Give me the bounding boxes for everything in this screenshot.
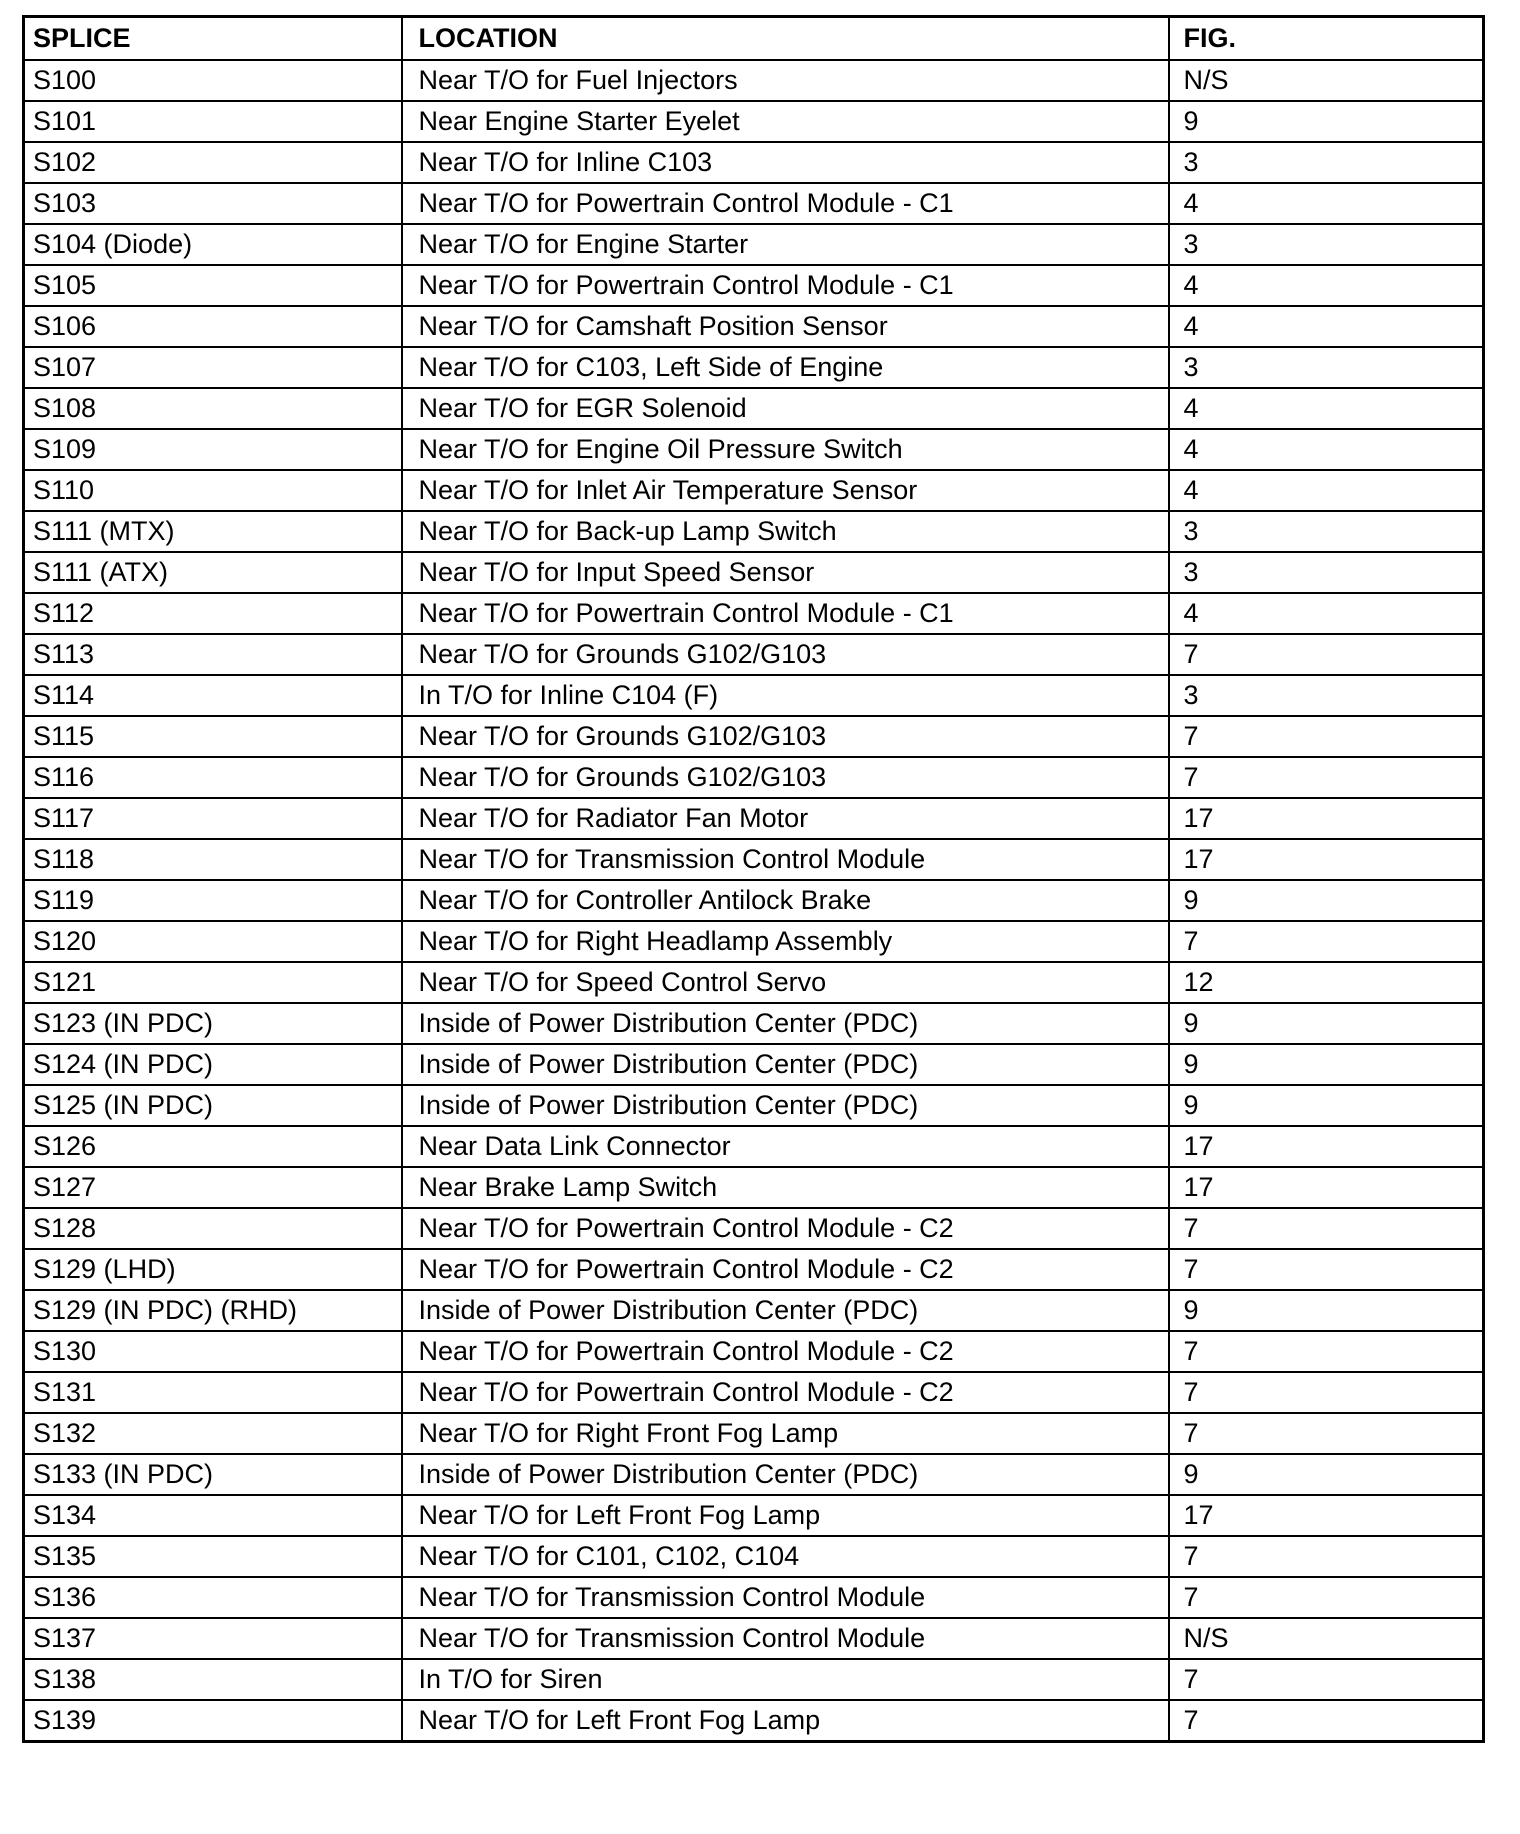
splice-cell: S103 xyxy=(24,183,402,224)
location-cell: Near T/O for Powertrain Control Module - C2 xyxy=(402,1249,1169,1290)
splice-cell: S113 xyxy=(24,634,402,675)
splice-cell: S136 xyxy=(24,1577,402,1618)
header-row xyxy=(24,17,1484,61)
splice-cell: S127 xyxy=(24,1167,402,1208)
fig-cell: 3 xyxy=(1169,224,1484,265)
location-cell: Near T/O for Right Headlamp Assembly xyxy=(402,921,1169,962)
table-row xyxy=(24,60,1484,101)
table-row xyxy=(24,1577,1484,1618)
splice-cell: S124 (IN PDC) xyxy=(24,1044,402,1085)
splice-cell: S115 xyxy=(24,716,402,757)
splice-cell: S107 xyxy=(24,347,402,388)
location-cell: Near T/O for Right Front Fog Lamp xyxy=(402,1413,1169,1454)
location-cell: Near T/O for Transmission Control Module xyxy=(402,839,1169,880)
location-cell: Near T/O for Left Front Fog Lamp xyxy=(402,1700,1169,1742)
location-cell: Near T/O for Input Speed Sensor xyxy=(402,552,1169,593)
splice-cell: S138 xyxy=(24,1659,402,1700)
fig-cell: 17 xyxy=(1169,1126,1484,1167)
table-row xyxy=(24,839,1484,880)
fig-cell: 4 xyxy=(1169,470,1484,511)
table-row xyxy=(24,1290,1484,1331)
location-cell: Near T/O for EGR Solenoid xyxy=(402,388,1169,429)
splice-cell: S133 (IN PDC) xyxy=(24,1454,402,1495)
fig-cell: 4 xyxy=(1169,265,1484,306)
table-row xyxy=(24,1618,1484,1659)
table-header xyxy=(24,17,1484,61)
table-row xyxy=(24,511,1484,552)
table-row xyxy=(24,1372,1484,1413)
table-row xyxy=(24,306,1484,347)
splice-cell: S108 xyxy=(24,388,402,429)
table-row xyxy=(24,470,1484,511)
location-cell: Near Engine Starter Eyelet xyxy=(402,101,1169,142)
fig-cell: 7 xyxy=(1169,1577,1484,1618)
splice-cell: S130 xyxy=(24,1331,402,1372)
splice-cell: S102 xyxy=(24,142,402,183)
table-row xyxy=(24,1167,1484,1208)
splice-cell: S132 xyxy=(24,1413,402,1454)
splice-cell: S109 xyxy=(24,429,402,470)
table-row xyxy=(24,1208,1484,1249)
fig-cell: 3 xyxy=(1169,675,1484,716)
table-row xyxy=(24,757,1484,798)
location-cell: Near T/O for Radiator Fan Motor xyxy=(402,798,1169,839)
table-row xyxy=(24,183,1484,224)
table-row xyxy=(24,962,1484,1003)
fig-cell: 9 xyxy=(1169,1454,1484,1495)
fig-cell: N/S xyxy=(1169,60,1484,101)
fig-cell: 9 xyxy=(1169,1044,1484,1085)
location-cell: Near T/O for Grounds G102/G103 xyxy=(402,634,1169,675)
fig-cell: 17 xyxy=(1169,798,1484,839)
table-row xyxy=(24,1454,1484,1495)
splice-cell: S128 xyxy=(24,1208,402,1249)
location-cell: Inside of Power Distribution Center (PDC) xyxy=(402,1003,1169,1044)
location-cell: Near Brake Lamp Switch xyxy=(402,1167,1169,1208)
location-column-header: LOCATION xyxy=(402,17,1169,61)
splice-cell: S118 xyxy=(24,839,402,880)
location-cell: Near T/O for Powertrain Control Module - C1 xyxy=(402,183,1169,224)
splice-column-header: SPLICE xyxy=(24,17,402,61)
location-cell: Near T/O for Powertrain Control Module - C1 xyxy=(402,265,1169,306)
fig-cell: 12 xyxy=(1169,962,1484,1003)
fig-cell: 9 xyxy=(1169,1003,1484,1044)
location-cell: Near T/O for Powertrain Control Module - C1 xyxy=(402,593,1169,634)
table-row xyxy=(24,1413,1484,1454)
splice-cell: S104 (Diode) xyxy=(24,224,402,265)
fig-cell: 7 xyxy=(1169,757,1484,798)
fig-cell: 7 xyxy=(1169,1331,1484,1372)
splice-cell: S119 xyxy=(24,880,402,921)
splice-cell: S112 xyxy=(24,593,402,634)
location-cell: Near T/O for C103, Left Side of Engine xyxy=(402,347,1169,388)
splice-cell: S120 xyxy=(24,921,402,962)
location-cell: Near T/O for Transmission Control Module xyxy=(402,1618,1169,1659)
splice-cell: S131 xyxy=(24,1372,402,1413)
table-row xyxy=(24,101,1484,142)
table-row xyxy=(24,880,1484,921)
splice-cell: S125 (IN PDC) xyxy=(24,1085,402,1126)
location-cell: Near T/O for Speed Control Servo xyxy=(402,962,1169,1003)
fig-cell: 4 xyxy=(1169,183,1484,224)
fig-cell: 9 xyxy=(1169,880,1484,921)
location-cell: Near T/O for Grounds G102/G103 xyxy=(402,716,1169,757)
location-cell: Near T/O for Grounds G102/G103 xyxy=(402,757,1169,798)
fig-cell: 7 xyxy=(1169,634,1484,675)
location-cell: Near T/O for Inline C103 xyxy=(402,142,1169,183)
fig-cell: 7 xyxy=(1169,1659,1484,1700)
table-row xyxy=(24,921,1484,962)
fig-cell: 17 xyxy=(1169,839,1484,880)
splice-cell: S101 xyxy=(24,101,402,142)
location-cell: Inside of Power Distribution Center (PDC) xyxy=(402,1290,1169,1331)
location-cell: Near T/O for Engine Starter xyxy=(402,224,1169,265)
fig-cell: N/S xyxy=(1169,1618,1484,1659)
location-cell: Near Data Link Connector xyxy=(402,1126,1169,1167)
fig-cell: 7 xyxy=(1169,1536,1484,1577)
splice-cell: S100 xyxy=(24,60,402,101)
splice-cell: S123 (IN PDC) xyxy=(24,1003,402,1044)
fig-cell: 7 xyxy=(1169,1700,1484,1742)
location-cell: Near T/O for Engine Oil Pressure Switch xyxy=(402,429,1169,470)
table-row xyxy=(24,1249,1484,1290)
fig-cell: 4 xyxy=(1169,388,1484,429)
location-cell: Near T/O for Inlet Air Temperature Sensor xyxy=(402,470,1169,511)
splice-cell: S137 xyxy=(24,1618,402,1659)
splice-cell: S117 xyxy=(24,798,402,839)
location-cell: Near T/O for Controller Antilock Brake xyxy=(402,880,1169,921)
splice-cell: S111 (ATX) xyxy=(24,552,402,593)
fig-cell: 4 xyxy=(1169,306,1484,347)
table-row xyxy=(24,1659,1484,1700)
table-row xyxy=(24,675,1484,716)
splice-location-table xyxy=(22,15,1485,1743)
splice-cell: S126 xyxy=(24,1126,402,1167)
table-row xyxy=(24,634,1484,675)
table-row xyxy=(24,1044,1484,1085)
fig-cell: 7 xyxy=(1169,716,1484,757)
table-row xyxy=(24,142,1484,183)
location-cell: Inside of Power Distribution Center (PDC) xyxy=(402,1454,1169,1495)
table-row xyxy=(24,593,1484,634)
fig-column-header: FIG. xyxy=(1169,17,1484,61)
table-row xyxy=(24,388,1484,429)
table-row xyxy=(24,1495,1484,1536)
table-row xyxy=(24,552,1484,593)
fig-cell: 7 xyxy=(1169,1249,1484,1290)
table-row xyxy=(24,1085,1484,1126)
location-cell: Inside of Power Distribution Center (PDC) xyxy=(402,1085,1169,1126)
splice-cell: S121 xyxy=(24,962,402,1003)
location-cell: Near T/O for Transmission Control Module xyxy=(402,1577,1169,1618)
fig-cell: 9 xyxy=(1169,1085,1484,1126)
fig-cell: 3 xyxy=(1169,142,1484,183)
splice-document xyxy=(22,15,1482,1743)
location-cell: In T/O for Siren xyxy=(402,1659,1169,1700)
fig-cell: 9 xyxy=(1169,101,1484,142)
location-cell: Inside of Power Distribution Center (PDC) xyxy=(402,1044,1169,1085)
fig-cell: 4 xyxy=(1169,429,1484,470)
splice-cell: S106 xyxy=(24,306,402,347)
splice-cell: S114 xyxy=(24,675,402,716)
location-cell: Near T/O for Powertrain Control Module - C2 xyxy=(402,1208,1169,1249)
splice-cell: S116 xyxy=(24,757,402,798)
table-row xyxy=(24,347,1484,388)
fig-cell: 9 xyxy=(1169,1290,1484,1331)
location-cell: Near T/O for Camshaft Position Sensor xyxy=(402,306,1169,347)
splice-cell: S110 xyxy=(24,470,402,511)
fig-cell: 3 xyxy=(1169,347,1484,388)
fig-cell: 17 xyxy=(1169,1495,1484,1536)
location-cell: Near T/O for Back-up Lamp Switch xyxy=(402,511,1169,552)
fig-cell: 4 xyxy=(1169,593,1484,634)
splice-cell: S139 xyxy=(24,1700,402,1742)
fig-cell: 3 xyxy=(1169,552,1484,593)
fig-cell: 3 xyxy=(1169,511,1484,552)
splice-cell: S129 (IN PDC) (RHD) xyxy=(24,1290,402,1331)
fig-cell: 7 xyxy=(1169,921,1484,962)
location-cell: Near T/O for Powertrain Control Module - C2 xyxy=(402,1331,1169,1372)
table-row xyxy=(24,1126,1484,1167)
fig-cell: 7 xyxy=(1169,1208,1484,1249)
fig-cell: 7 xyxy=(1169,1413,1484,1454)
location-cell: Near T/O for C101, C102, C104 xyxy=(402,1536,1169,1577)
splice-cell: S111 (MTX) xyxy=(24,511,402,552)
fig-cell: 7 xyxy=(1169,1372,1484,1413)
table-row xyxy=(24,1331,1484,1372)
table-row xyxy=(24,798,1484,839)
table-row xyxy=(24,1700,1484,1742)
table-row xyxy=(24,265,1484,306)
location-cell: In T/O for Inline C104 (F) xyxy=(402,675,1169,716)
table-row xyxy=(24,429,1484,470)
table-row xyxy=(24,1536,1484,1577)
table-row xyxy=(24,1003,1484,1044)
location-cell: Near T/O for Left Front Fog Lamp xyxy=(402,1495,1169,1536)
table-row xyxy=(24,224,1484,265)
table-body xyxy=(24,60,1484,1742)
splice-cell: S129 (LHD) xyxy=(24,1249,402,1290)
splice-cell: S134 xyxy=(24,1495,402,1536)
splice-cell: S135 xyxy=(24,1536,402,1577)
splice-cell: S105 xyxy=(24,265,402,306)
table-row xyxy=(24,716,1484,757)
location-cell: Near T/O for Powertrain Control Module - C2 xyxy=(402,1372,1169,1413)
fig-cell: 17 xyxy=(1169,1167,1484,1208)
location-cell: Near T/O for Fuel Injectors xyxy=(402,60,1169,101)
